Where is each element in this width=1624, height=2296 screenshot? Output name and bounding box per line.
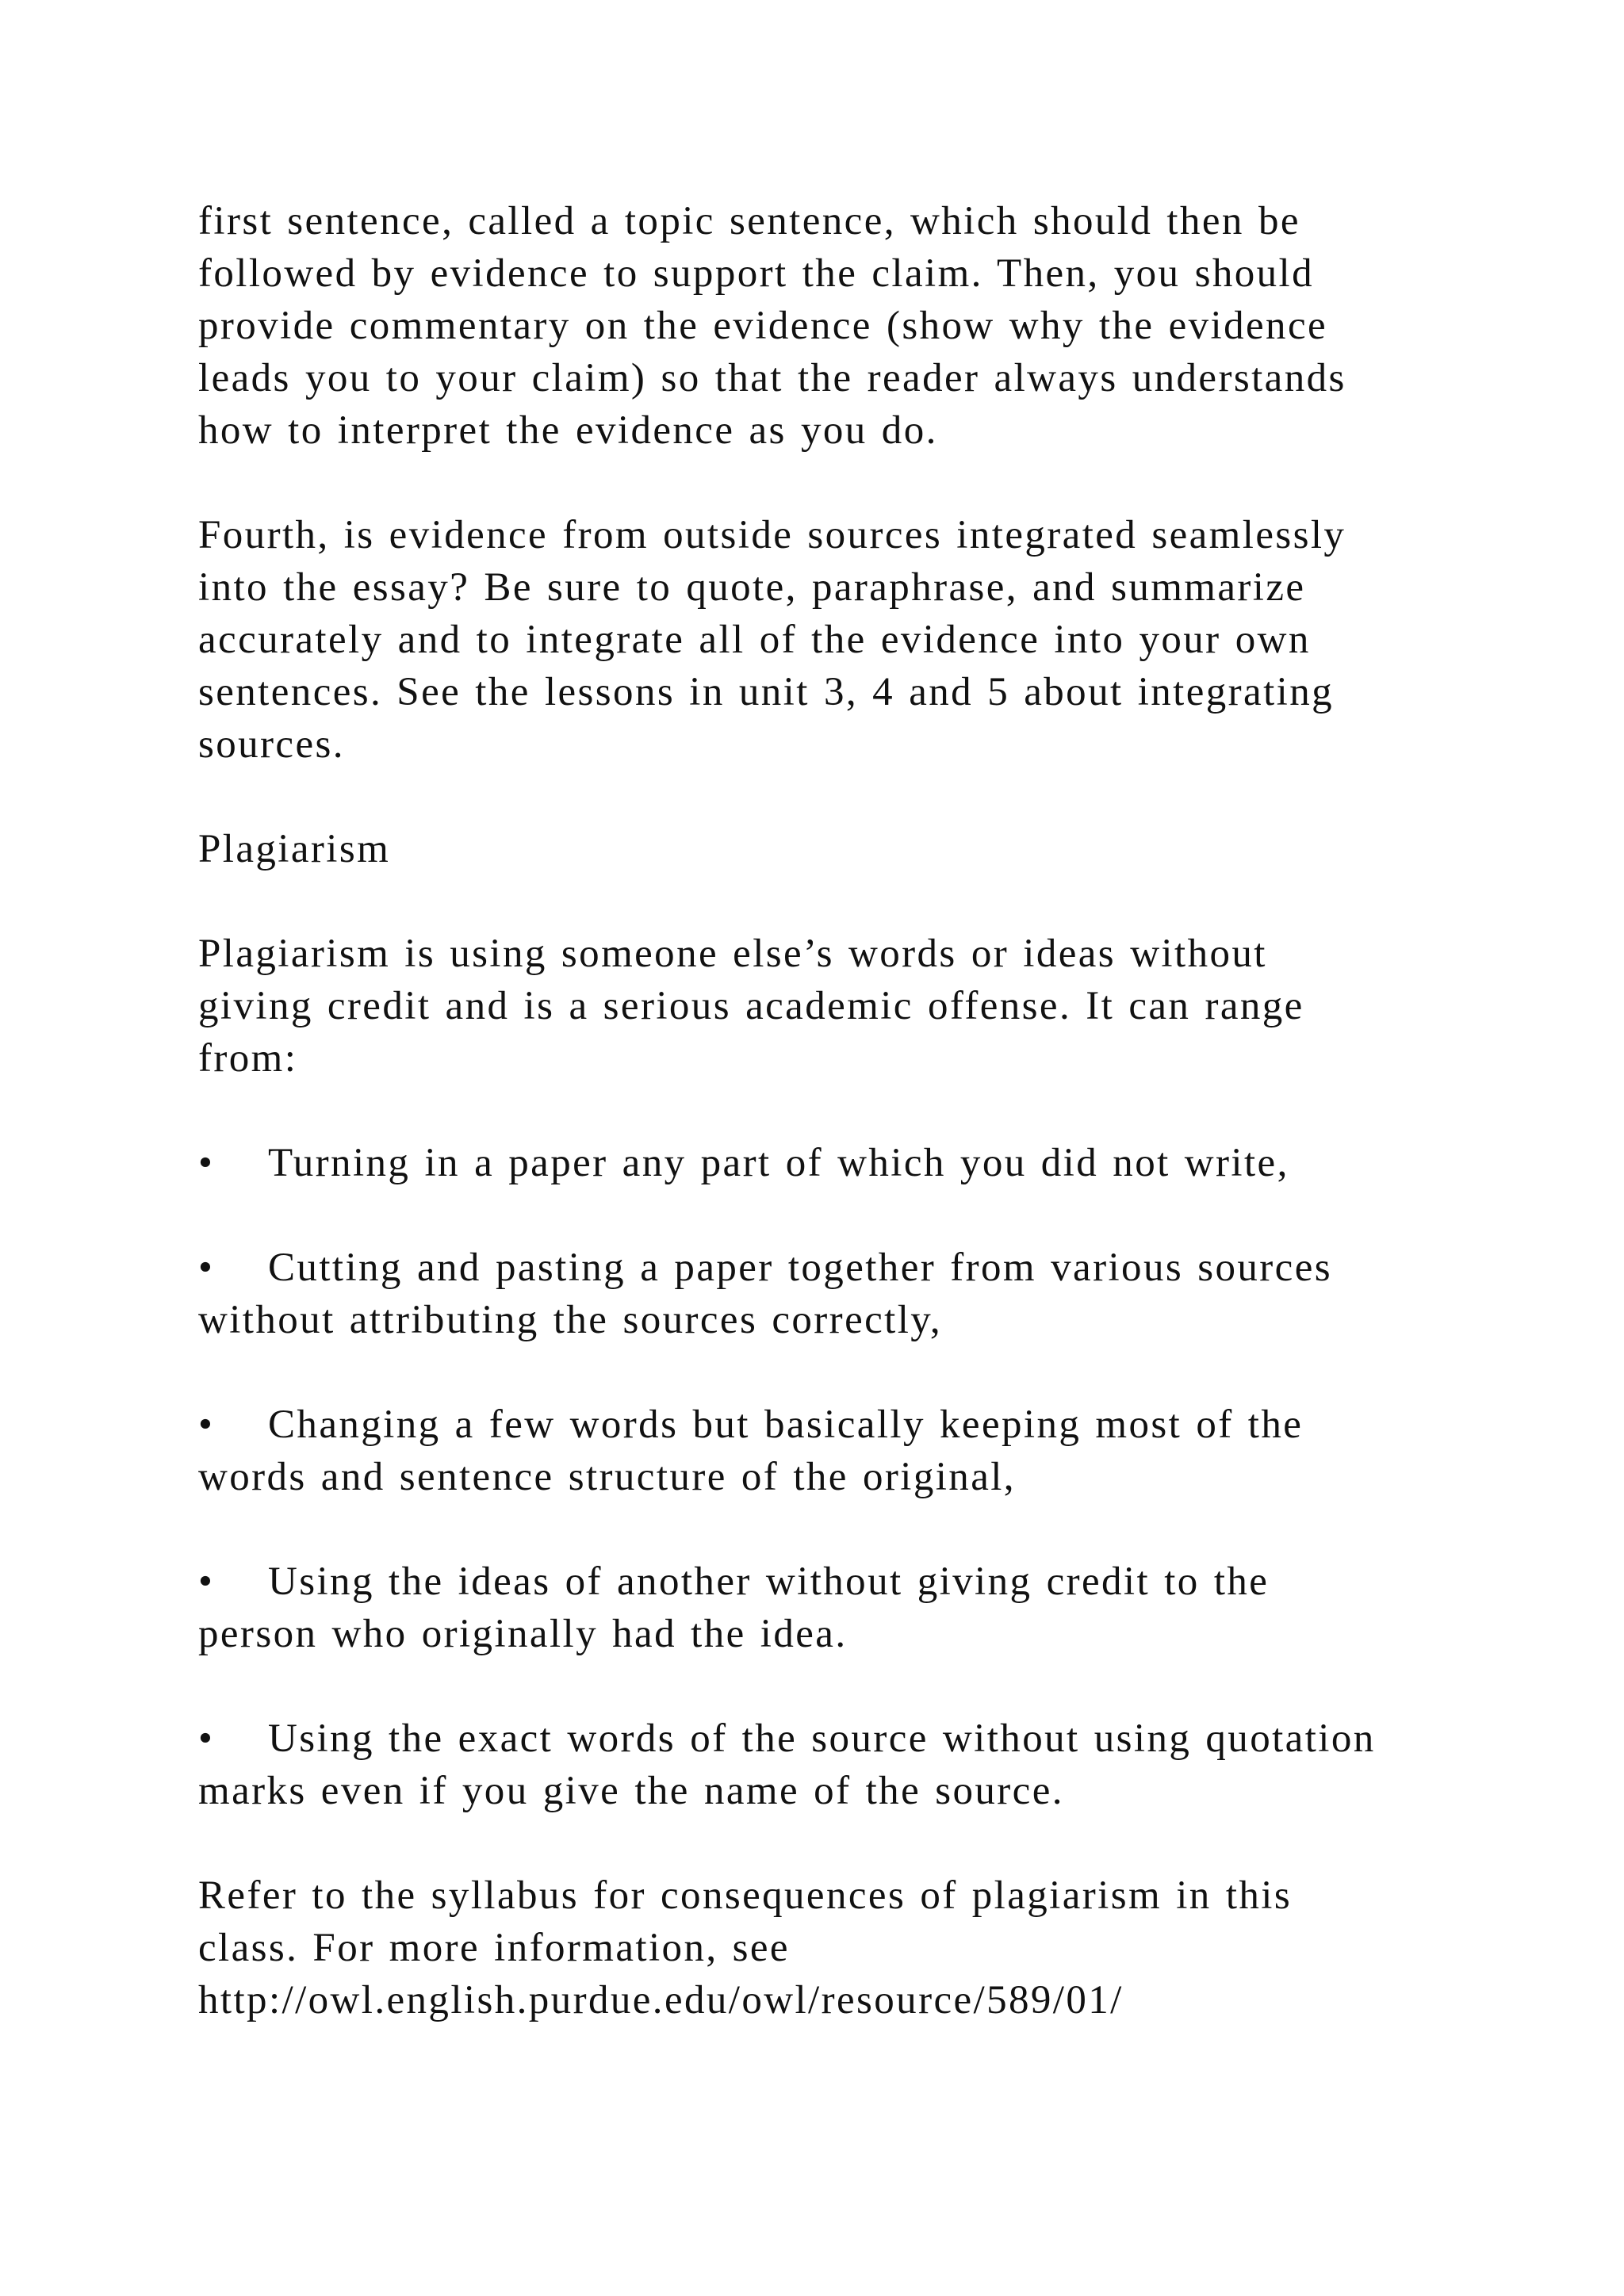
bullet-item xyxy=(198,1399,1483,1503)
bullet-icon: • xyxy=(198,1246,215,1290)
bullet-text: Cutting and pasting a paper together from various sources without attributing the sources correctly, xyxy=(198,1246,1332,1342)
bullet-icon: • xyxy=(198,1716,215,1761)
bullet-item xyxy=(198,1556,1483,1660)
paragraph-plagiarism-definition: Plagiarism is using someone else’s words or ideas without giving credit and is a serious academic offense. It can range from: xyxy=(198,932,1304,1081)
bullet-item xyxy=(198,1137,1483,1189)
bullet-icon: • xyxy=(198,1141,215,1185)
bullet-icon: • xyxy=(198,1402,215,1447)
document-body xyxy=(198,195,1483,2079)
paragraph-syllabus-reference: Refer to the syllabus for consequences of plagiarism in this class. For more information, see http://owl.english.purdue.edu/owl/resource/589/01/ xyxy=(198,1873,1293,2022)
bullet-text: Using the ideas of another without giving credit to the person who originally had the idea. xyxy=(198,1559,1270,1656)
bullet-icon: • xyxy=(198,1559,215,1604)
bullet-text: Changing a few words but basically keeping most of the words and sentence structure of the original, xyxy=(198,1402,1304,1499)
bullet-text: Turning in a paper any part of which you did not write, xyxy=(268,1141,1289,1185)
section-heading-plagiarism: Plagiarism xyxy=(198,827,391,871)
paragraph-topic-sentence: first sentence, called a topic sentence, which should then be followed by evidence to support the claim. Then, you should provide commentary on the evidence (show why the evidence leads you to your claim) so that the reader always understands how to interpret the evidence as you do. xyxy=(198,199,1346,453)
paragraph-outside-sources: Fourth, is evidence from outside sources integrated seamlessly into the essay? Be sure to quote, paraphrase, and summarize accurately and to integrate all of the evidence into your own sentences. See the lessons in unit 3, 4 and 5 about integrating sources. xyxy=(198,513,1346,767)
bullet-item xyxy=(198,1712,1483,1817)
bullet-item xyxy=(198,1242,1483,1346)
bullet-text: Using the exact words of the source without using quotation marks even if you give the name of the source. xyxy=(198,1716,1376,1813)
